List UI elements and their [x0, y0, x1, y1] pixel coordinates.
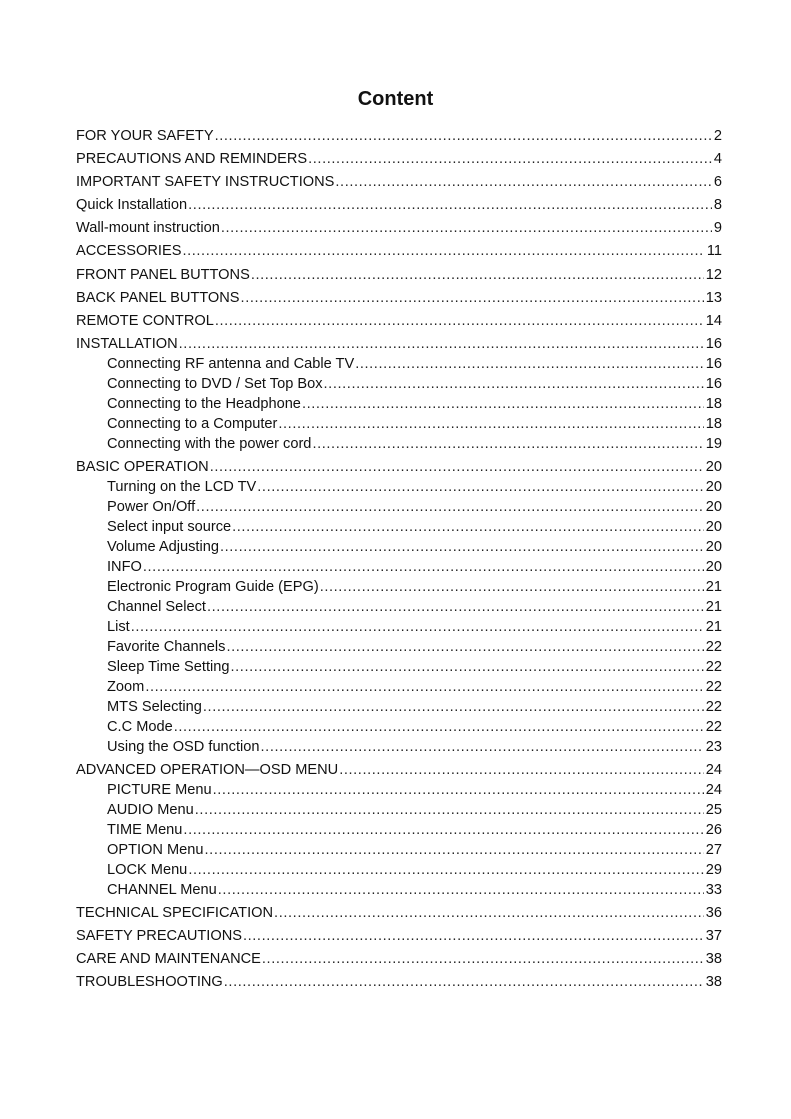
toc-entry-label: Turning on the LCD TV [107, 478, 257, 495]
toc-subentry[interactable] [76, 477, 722, 497]
dot-leader [312, 434, 703, 454]
toc-entry-label: Zoom [107, 678, 145, 695]
toc-entry[interactable] [76, 311, 722, 331]
toc-page-number: 6 [713, 174, 722, 191]
toc-page-number: 33 [705, 882, 722, 899]
toc-page-number: 23 [705, 738, 722, 755]
dot-leader [218, 880, 704, 900]
toc-page-number: 14 [705, 312, 722, 329]
toc-entry-label: FOR YOUR SAFETY [76, 128, 214, 144]
toc-page-number: 22 [705, 678, 722, 695]
dot-leader [215, 311, 704, 331]
toc-entry[interactable] [76, 334, 722, 354]
toc-subentry[interactable] [76, 497, 722, 517]
toc-entry[interactable] [76, 126, 722, 146]
toc-entry[interactable] [76, 457, 722, 477]
toc-entry-label: Connecting to the Headphone [107, 395, 301, 412]
toc-subentry[interactable] [76, 617, 722, 637]
toc-subentry[interactable] [76, 860, 722, 880]
dot-leader [241, 288, 704, 308]
toc-entry-label: LOCK Menu [107, 862, 188, 879]
toc-subentry[interactable] [76, 657, 722, 677]
toc-page-number: 9 [713, 220, 722, 237]
toc-subentry[interactable] [76, 537, 722, 557]
toc-entry-label: Select input source [107, 518, 232, 535]
toc-page-number: 24 [705, 762, 722, 779]
toc-entry-label: List [107, 618, 130, 635]
toc-page-number: 16 [705, 375, 722, 392]
toc-entry-label: Channel Select [107, 598, 206, 615]
dot-leader [355, 354, 704, 374]
dot-leader [215, 126, 712, 146]
toc-page-number: 22 [705, 658, 722, 675]
toc-entry[interactable] [76, 949, 722, 969]
dot-leader [257, 477, 704, 497]
toc-entry-label: BASIC OPERATION [76, 458, 209, 475]
dot-leader [278, 414, 703, 434]
dot-leader [335, 172, 711, 192]
toc-entry[interactable] [76, 265, 722, 285]
dot-leader [261, 737, 704, 757]
toc-page-number: 13 [705, 289, 722, 306]
toc-page-number: 38 [705, 951, 722, 968]
toc-page-number: 2 [713, 128, 722, 144]
dot-leader [145, 677, 703, 697]
toc-subentry[interactable] [76, 820, 722, 840]
toc-subentry[interactable] [76, 354, 722, 374]
toc-entry[interactable] [76, 241, 722, 261]
toc-page-number: 27 [705, 842, 722, 859]
dot-leader [131, 617, 704, 637]
toc-page-number: 22 [705, 718, 722, 735]
toc-entry-label: CARE AND MAINTENANCE [76, 951, 261, 968]
toc-page-number: 19 [705, 435, 722, 452]
toc-entry-label: INSTALLATION [76, 335, 178, 352]
toc-subentry[interactable] [76, 800, 722, 820]
toc-subentry[interactable] [76, 434, 722, 454]
toc-entry[interactable] [76, 218, 722, 238]
toc-page-number: 16 [705, 335, 722, 352]
toc-entry-label: INFO [107, 558, 142, 575]
toc-entry-label: Volume Adjusting [107, 538, 219, 555]
toc-entry[interactable] [76, 972, 722, 992]
toc-page-number: 12 [705, 266, 722, 283]
toc-page-number: 21 [705, 618, 722, 635]
toc-subentry[interactable] [76, 577, 722, 597]
toc-page-number: 36 [705, 905, 722, 922]
page-title: Content [357, 88, 434, 110]
dot-leader [302, 394, 704, 414]
toc-page-number: 20 [705, 538, 722, 555]
toc-subentry[interactable] [76, 880, 722, 900]
toc-page-number: 21 [705, 578, 722, 595]
toc-page-number: 18 [705, 415, 722, 432]
toc-page-number: 20 [705, 498, 722, 515]
toc-entry-label: PRECAUTIONS AND REMINDERS [76, 151, 308, 168]
toc-entry-label: TECHNICAL SPECIFICATION [76, 905, 274, 922]
toc-subentry[interactable] [76, 780, 722, 800]
toc-page-number: 20 [705, 478, 722, 495]
toc-page-number: 20 [705, 518, 722, 535]
dot-leader [213, 780, 704, 800]
toc-page-number: 18 [705, 395, 722, 412]
toc-entry-label: Favorite Channels [107, 638, 226, 655]
toc-entry-label: BACK PANEL BUTTONS [76, 289, 240, 306]
toc-page-number: 8 [713, 197, 722, 214]
dot-leader [308, 149, 712, 169]
dot-leader [183, 820, 703, 840]
toc-entry-label: IMPORTANT SAFETY INSTRUCTIONS [76, 174, 335, 191]
toc-entry[interactable] [76, 903, 722, 923]
dot-leader [262, 949, 704, 969]
toc-subentry[interactable] [76, 517, 722, 537]
toc-entry-label: C.C Mode [107, 718, 173, 735]
dot-leader [221, 218, 712, 238]
toc-entry[interactable] [76, 288, 722, 308]
toc-entry-label: Sleep Time Setting [107, 658, 230, 675]
toc-page-number: 37 [705, 928, 722, 945]
dot-leader [231, 657, 704, 677]
dot-leader [182, 241, 704, 261]
toc-entry[interactable] [76, 195, 722, 215]
dot-leader [205, 840, 704, 860]
dot-leader [179, 334, 704, 354]
toc-entry[interactable] [76, 926, 722, 946]
toc-entry-label: TIME Menu [107, 822, 183, 839]
toc-entry-label: Power On/Off [107, 498, 196, 515]
toc-entry-label: ADVANCED OPERATION—OSD MENU [76, 762, 339, 779]
dot-leader [224, 972, 704, 992]
toc-entry-label: Connecting to DVD / Set Top Box [107, 375, 323, 392]
toc-subentry[interactable] [76, 737, 722, 757]
dot-leader [207, 597, 704, 617]
toc-entry-label: CHANNEL Menu [107, 882, 217, 899]
toc-subentry[interactable] [76, 677, 722, 697]
toc-page-number: 26 [705, 822, 722, 839]
dot-leader [243, 926, 704, 946]
dot-leader [220, 537, 704, 557]
table-of-contents [76, 126, 722, 992]
toc-page-number: 4 [713, 151, 722, 168]
dot-leader [195, 800, 704, 820]
toc-entry-label: Electronic Program Guide (EPG) [107, 578, 319, 595]
toc-subentry[interactable] [76, 374, 722, 394]
dot-leader [251, 265, 704, 285]
toc-subentry[interactable] [76, 840, 722, 860]
dot-leader [188, 195, 712, 215]
toc-entry-label: ACCESSORIES [76, 243, 182, 260]
toc-entry-label: AUDIO Menu [107, 802, 194, 819]
toc-entry-label: TROUBLESHOOTING [76, 974, 223, 991]
toc-page-number: 20 [705, 558, 722, 575]
toc-entry-label: FRONT PANEL BUTTONS [76, 266, 250, 283]
toc-entry[interactable] [76, 760, 722, 780]
toc-page-number: 11 [706, 243, 722, 260]
toc-page-number: 38 [705, 974, 722, 991]
toc-subentry[interactable] [76, 557, 722, 577]
dot-leader [324, 374, 704, 394]
toc-subentry[interactable] [76, 697, 722, 717]
toc-page-number: 21 [705, 598, 722, 615]
dot-leader [188, 860, 703, 880]
toc-subentry[interactable] [76, 414, 722, 434]
toc-entry-label: PICTURE Menu [107, 782, 212, 799]
toc-page-number: 24 [705, 782, 722, 799]
toc-subentry[interactable] [76, 717, 722, 737]
toc-entry[interactable] [76, 149, 722, 169]
toc-entry-label: MTS Selecting [107, 698, 202, 715]
toc-page-number: 25 [705, 802, 722, 819]
toc-subentry[interactable] [76, 394, 722, 414]
toc-entry-label: OPTION Menu [107, 842, 204, 859]
dot-leader [232, 517, 704, 537]
toc-page-number: 20 [705, 458, 722, 475]
dot-leader [210, 457, 704, 477]
toc-entry-label: Connecting RF antenna and Cable TV [107, 355, 355, 372]
dot-leader [203, 697, 704, 717]
dot-leader [320, 577, 704, 597]
toc-entry-label: REMOTE CONTROL [76, 312, 214, 329]
toc-subentry[interactable] [76, 597, 722, 617]
toc-page-number: 29 [705, 862, 722, 879]
toc-entry-label: Quick Installation [76, 197, 188, 214]
toc-subentry[interactable] [76, 637, 722, 657]
dot-leader [196, 497, 704, 517]
toc-entry-label: Connecting to a Computer [107, 415, 278, 432]
toc-page-number: 22 [705, 638, 722, 655]
toc-entry[interactable] [76, 172, 722, 192]
dot-leader [274, 903, 704, 923]
dot-leader [143, 557, 704, 577]
toc-entry-label: SAFETY PRECAUTIONS [76, 928, 242, 945]
dot-leader [226, 637, 703, 657]
toc-entry-label: Using the OSD function [107, 738, 260, 755]
dot-leader [339, 760, 704, 780]
toc-page-number: 22 [705, 698, 722, 715]
dot-leader [174, 717, 704, 737]
toc-page-number: 16 [705, 355, 722, 372]
toc-entry-label: Wall-mount instruction [76, 220, 220, 237]
toc-entry-label: Connecting with the power cord [107, 435, 312, 452]
